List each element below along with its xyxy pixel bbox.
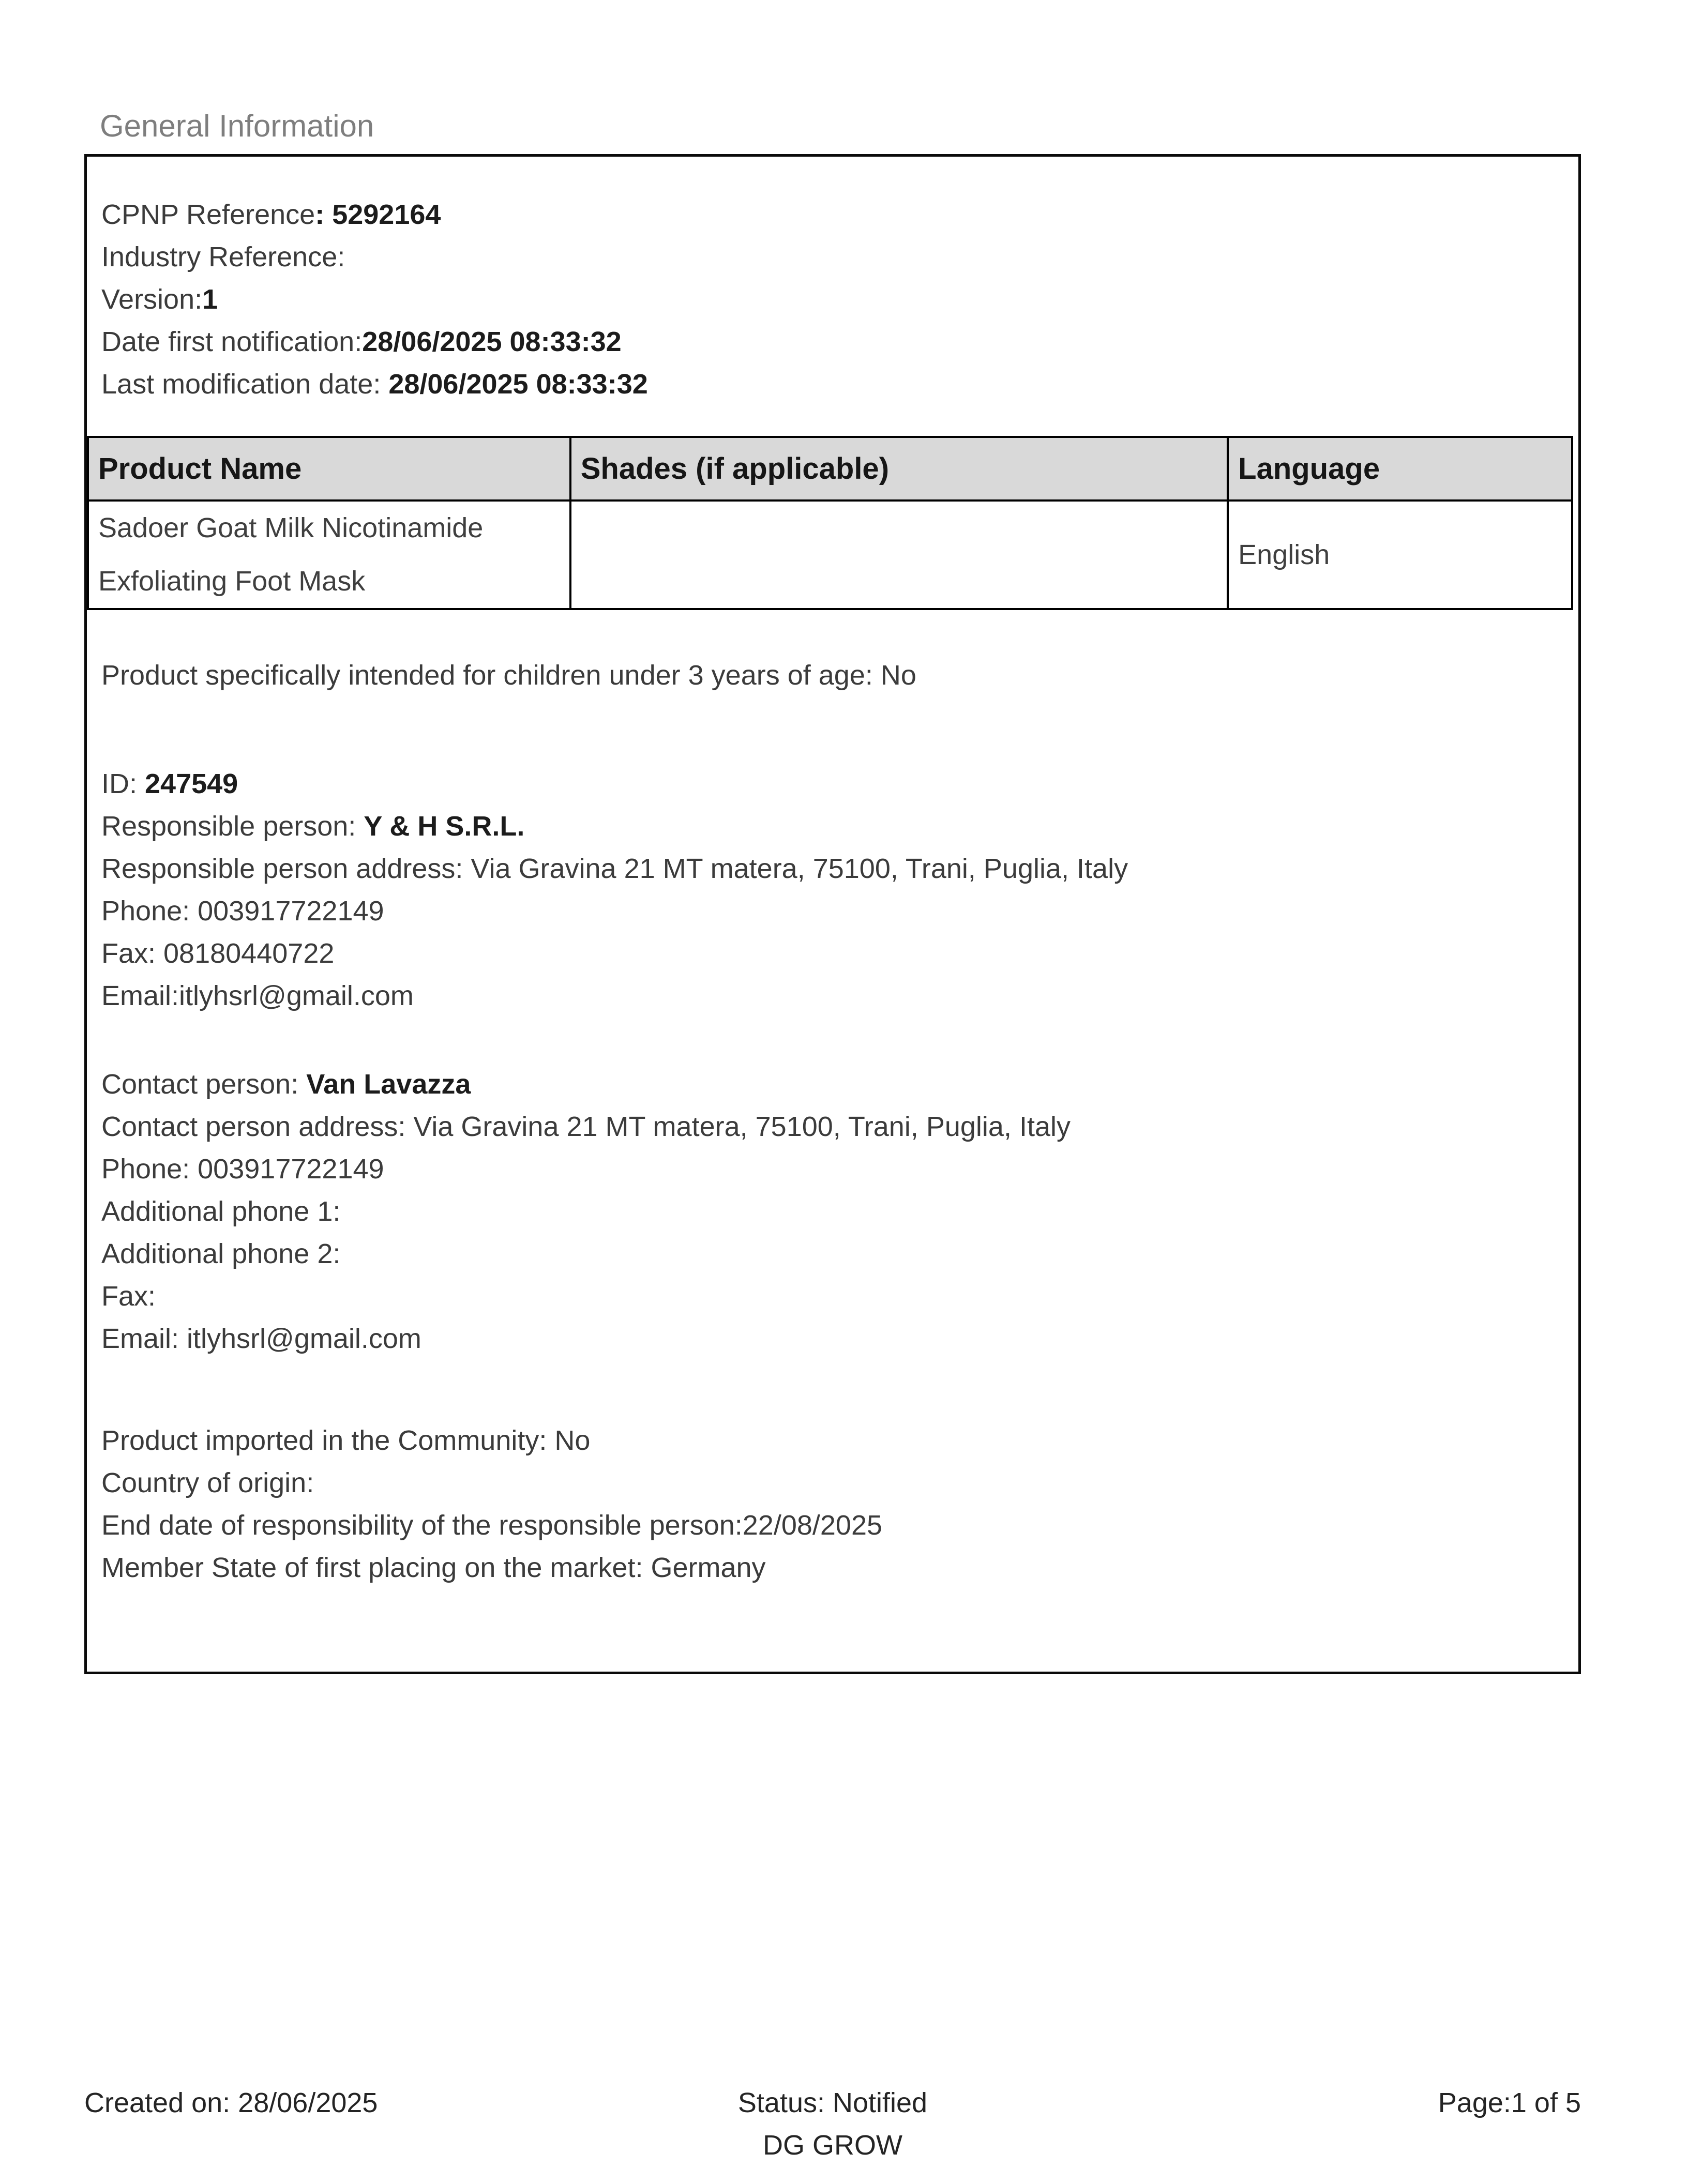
id-line (101, 763, 1564, 805)
footer-row (84, 2087, 1581, 2119)
cpnp-reference-label: CPNP Reference (101, 199, 315, 230)
children-statement-line: Product specifically intended for children under 3 years of age: No (101, 660, 916, 691)
additional-phone-1-line: Additional phone 1: (101, 1196, 341, 1227)
contact-person-label: Contact person: (101, 1069, 307, 1100)
contact-email-line: Email: itlyhsrl@gmail.com (101, 1323, 421, 1354)
product-table-row (88, 501, 1572, 609)
date-first-notification-line (101, 321, 1564, 363)
cpnp-reference-value: : 5292164 (315, 199, 441, 230)
country-of-origin-line: Country of origin: (101, 1467, 314, 1498)
product-imported-line: Product imported in the Community: No (101, 1425, 591, 1456)
contact-person-block (87, 1063, 1578, 1360)
footer-created-on: Created on: 28/06/2025 (84, 2087, 378, 2118)
responsible-person-block (87, 763, 1578, 1017)
additional-phone-2-line: Additional phone 2: (101, 1238, 341, 1269)
version-line (101, 278, 1564, 321)
responsible-person-address-line: Responsible person address: Via Gravina 21 MT matera, 75100, Trani, Puglia, Italy (101, 853, 1128, 884)
children-statement-block (87, 654, 1578, 696)
responsible-person-label: Responsible person: (101, 811, 364, 842)
shades-header: Shades (if applicable) (570, 437, 1228, 501)
product-name-cell (88, 501, 570, 609)
last-modification-value: 28/06/2025 08:33:32 (388, 369, 648, 400)
product-table (87, 436, 1573, 610)
responsible-phone-line: Phone: 003917722149 (101, 896, 384, 927)
contact-person-value: Van Lavazza (306, 1069, 471, 1100)
product-name-line2: Exfoliating Foot Mask (98, 566, 366, 597)
industry-reference-label: Industry Reference: (101, 241, 345, 272)
language-cell: English (1228, 501, 1572, 609)
product-name-header: Product Name (88, 437, 570, 501)
contact-fax-line: Fax: (101, 1281, 156, 1312)
last-modification-label: Last modification date: (101, 369, 389, 400)
reference-info-block (87, 193, 1578, 405)
version-value: 1 (202, 284, 218, 315)
product-table-header-row (88, 437, 1572, 501)
footer-status: Status: Notified (737, 2087, 928, 2118)
industry-reference-line (101, 236, 1564, 278)
last-modification-line (101, 363, 1564, 405)
contact-phone-line: Phone: 003917722149 (101, 1154, 384, 1185)
member-state-line: Member State of first placing on the market: Germany (101, 1552, 766, 1583)
id-value: 247549 (145, 768, 238, 799)
general-info-box (84, 154, 1581, 1674)
version-label: Version: (101, 284, 203, 315)
responsible-email-line: Email:itlyhsrl@gmail.com (101, 980, 414, 1011)
date-first-notification-value: 28/06/2025 08:33:32 (362, 326, 622, 357)
cpnp-reference-line (101, 193, 1564, 236)
contact-person-line (101, 1063, 1564, 1105)
page-title: General Information (100, 109, 374, 143)
responsible-person-line (101, 805, 1564, 847)
import-info-block (87, 1419, 1578, 1589)
contact-person-address-line: Contact person address: Via Gravina 21 MT matera, 75100, Trani, Puglia, Italy (101, 1111, 1071, 1142)
language-header: Language (1228, 437, 1572, 501)
footer-page-number: Page:1 of 5 (1438, 2087, 1581, 2118)
responsible-person-value: Y & H S.R.L. (364, 811, 525, 842)
shades-cell (570, 501, 1228, 609)
product-name-line1: Sadoer Goat Milk Nicotinamide (98, 512, 484, 543)
end-date-responsibility-line: End date of responsibility of the responsible person:22/08/2025 (101, 1510, 883, 1541)
responsible-fax-line: Fax: 08180440722 (101, 938, 335, 969)
footer-org-row (84, 2129, 1581, 2161)
id-label: ID: (101, 768, 145, 799)
date-first-notification-label: Date first notification: (101, 326, 363, 357)
footer-dg-grow: DG GROW (763, 2130, 902, 2161)
